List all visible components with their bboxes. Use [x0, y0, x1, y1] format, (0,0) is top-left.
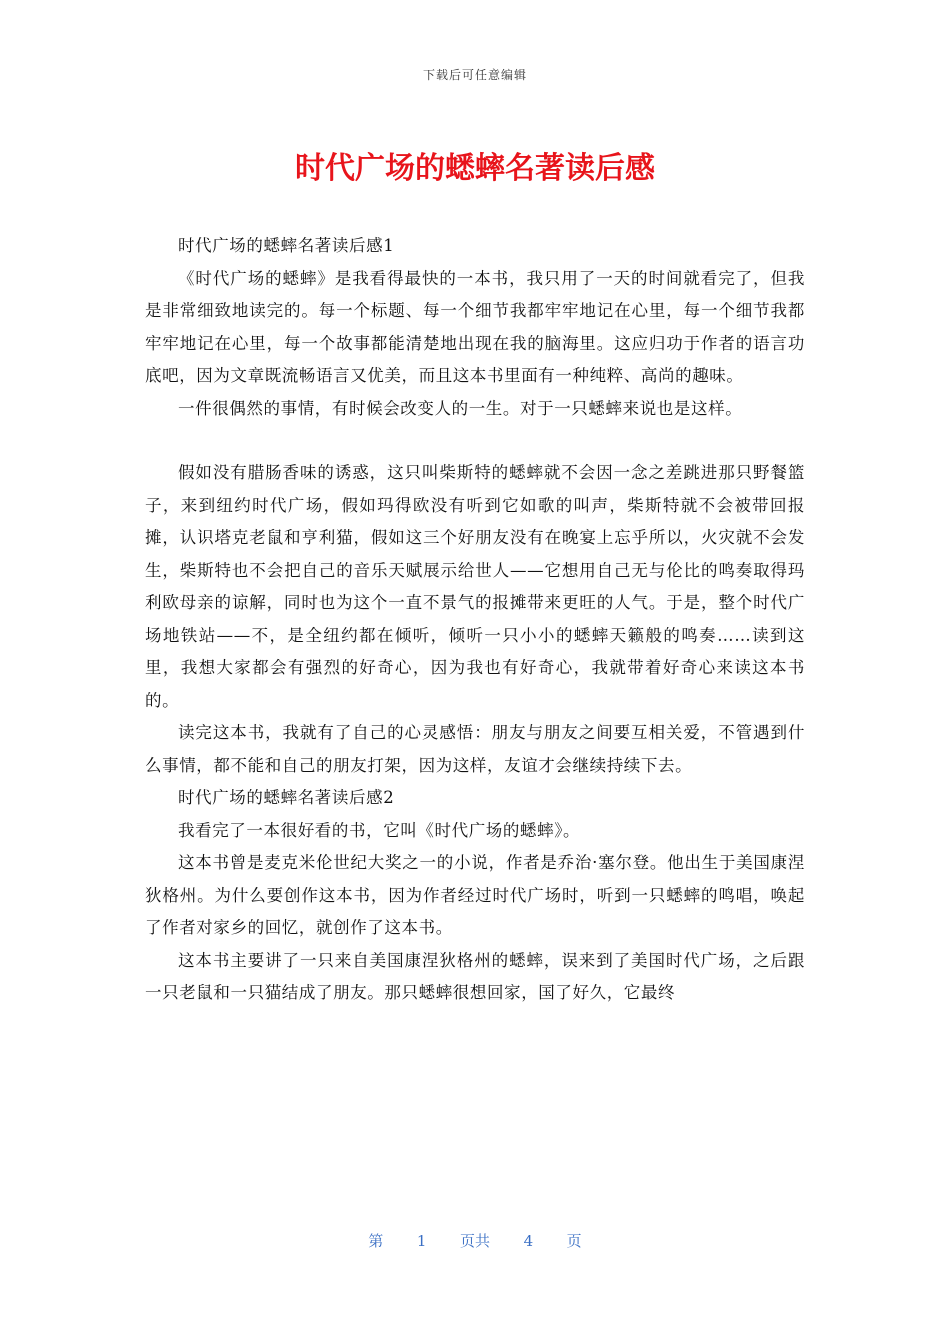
section-heading-2: 时代广场的蟋蟀名著读后感2: [178, 788, 395, 807]
paragraph: 一件很偶然的事情，有时候会改变人的一生。对于一只蟋蟀来说也是这样。: [178, 398, 743, 418]
page-footer: [0, 1230, 950, 1251]
paragraph: 我看完了一本很好看的书，它叫《时代广场的蟋蟀》。: [178, 820, 581, 840]
footer-total-pages: 4: [523, 1232, 534, 1250]
paragraph: 《时代广场的蟋蟀》是我看得最快的一本书，我只用了一天的时间就看完了，但我是非常细致地读完的。每一个标题、每一个细节我都牢牢地记在心里，每一个细节我都牢牢地记在心里，每一个故事都能清楚地出现在我的脑海里。这应归功于作者的语言功底吧，因为文章既流畅语言又优美，而且这本书里面有一种纯粹、高尚的趣味。: [145, 268, 805, 385]
footer-page-number: 1: [416, 1232, 427, 1250]
document-title: 时代广场的蟋蟀名著读后感: [295, 151, 655, 186]
paragraph: 读完这本书，我就有了自己的心灵感悟：朋友与朋友之间要互相关爱，不管遇到什么事情，都不能和自己的朋友打架，因为这样，友谊才会继续持续下去。: [145, 723, 805, 775]
page-header-note: 下载后可任意编辑: [422, 68, 527, 82]
paragraph: 这本书曾是麦克米伦世纪大奖之一的小说，作者是乔治·塞尔登。他出生于美国康涅狄格州。为什么要创作这本书，因为作者经过时代广场时，听到一只蟋蟀的鸣唱，唤起了作者对家乡的回忆，就创作了这本书。: [145, 853, 805, 937]
paragraph: 这本书主要讲了一只来自美国康涅狄格州的蟋蟀，误来到了美国时代广场，之后跟一只老鼠和一只猫结成了朋友。那只蟋蟀很想回家，国了好久，它最终: [145, 950, 805, 1002]
paragraph-gap: [145, 425, 805, 457]
footer-total-word: 页共: [459, 1232, 490, 1250]
document-body: [145, 230, 805, 1010]
footer-page-word: 第: [368, 1232, 384, 1250]
footer-page-word-end: 页: [566, 1232, 582, 1250]
paragraph: 假如没有腊肠香味的诱惑，这只叫柴斯特的蟋蟀就不会因一念之差跳进那只野餐篮子，来到纽约时代广场，假如玛得欧没有听到它如歌的叫声，柴斯特就不会被带回报摊，认识塔克老鼠和亨利猫，假如这三个好朋友没有在晚宴上忘乎所以，火灾就不会发生，柴斯特也不会把自己的音乐天赋展示给世人——它想用自己无与伦比的鸣奏取得玛利欧母亲的谅解，同时也为这个一直不景气的报摊带来更旺的人气。于是，整个时代广场地铁站——不，是全纽约都在倾听，倾听一只小小的蟋蟀天籁般的鸣奏……读到这里，我想大家都会有强烈的好奇心，因为我也有好奇心，我就带着好奇心来读这本书的。: [145, 463, 805, 710]
section-heading-1: 时代广场的蟋蟀名著读后感1: [178, 236, 395, 255]
